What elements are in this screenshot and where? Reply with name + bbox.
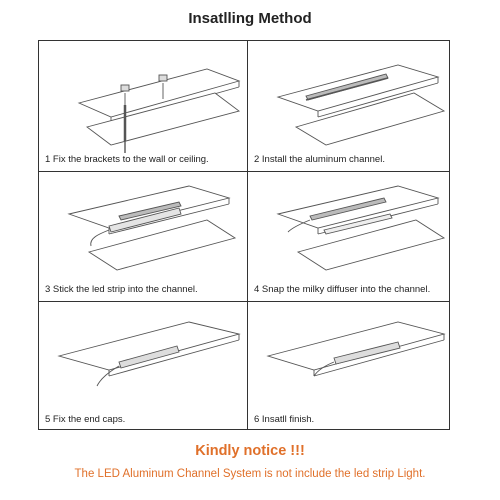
step-5-caption: 5 Fix the end caps. [45, 414, 126, 425]
step-6-illustration [248, 302, 451, 431]
page-title: Insatlling Method [188, 10, 312, 27]
step-3-panel [39, 172, 247, 301]
step-4-panel [248, 172, 451, 301]
step-1-caption: 1 Fix the brackets to the wall or ceiling. [45, 154, 209, 165]
step-6-panel [248, 302, 451, 431]
step-3-illustration [39, 172, 247, 301]
step-1-panel [39, 41, 247, 171]
step-2-caption: 2 Install the aluminum channel. [254, 154, 385, 165]
step-2-panel [248, 41, 451, 171]
step-3-caption: 3 Stick the led strip into the channel. [45, 284, 198, 295]
step-2-illustration [248, 41, 451, 171]
step-6-caption: 6 Insatll finish. [254, 414, 315, 425]
notice-text: The LED Aluminum Channel System is not include the led strip Light. [74, 468, 426, 480]
step-1-illustration [39, 41, 247, 171]
notice-title: Kindly notice !!! [195, 443, 305, 459]
step-4-illustration [248, 172, 451, 301]
step-4-caption: 4 Snap the milky diffuser into the channel. [254, 284, 431, 295]
step-5-illustration [39, 302, 247, 431]
installation-steps-grid [38, 40, 450, 430]
step-5-panel [39, 302, 247, 431]
